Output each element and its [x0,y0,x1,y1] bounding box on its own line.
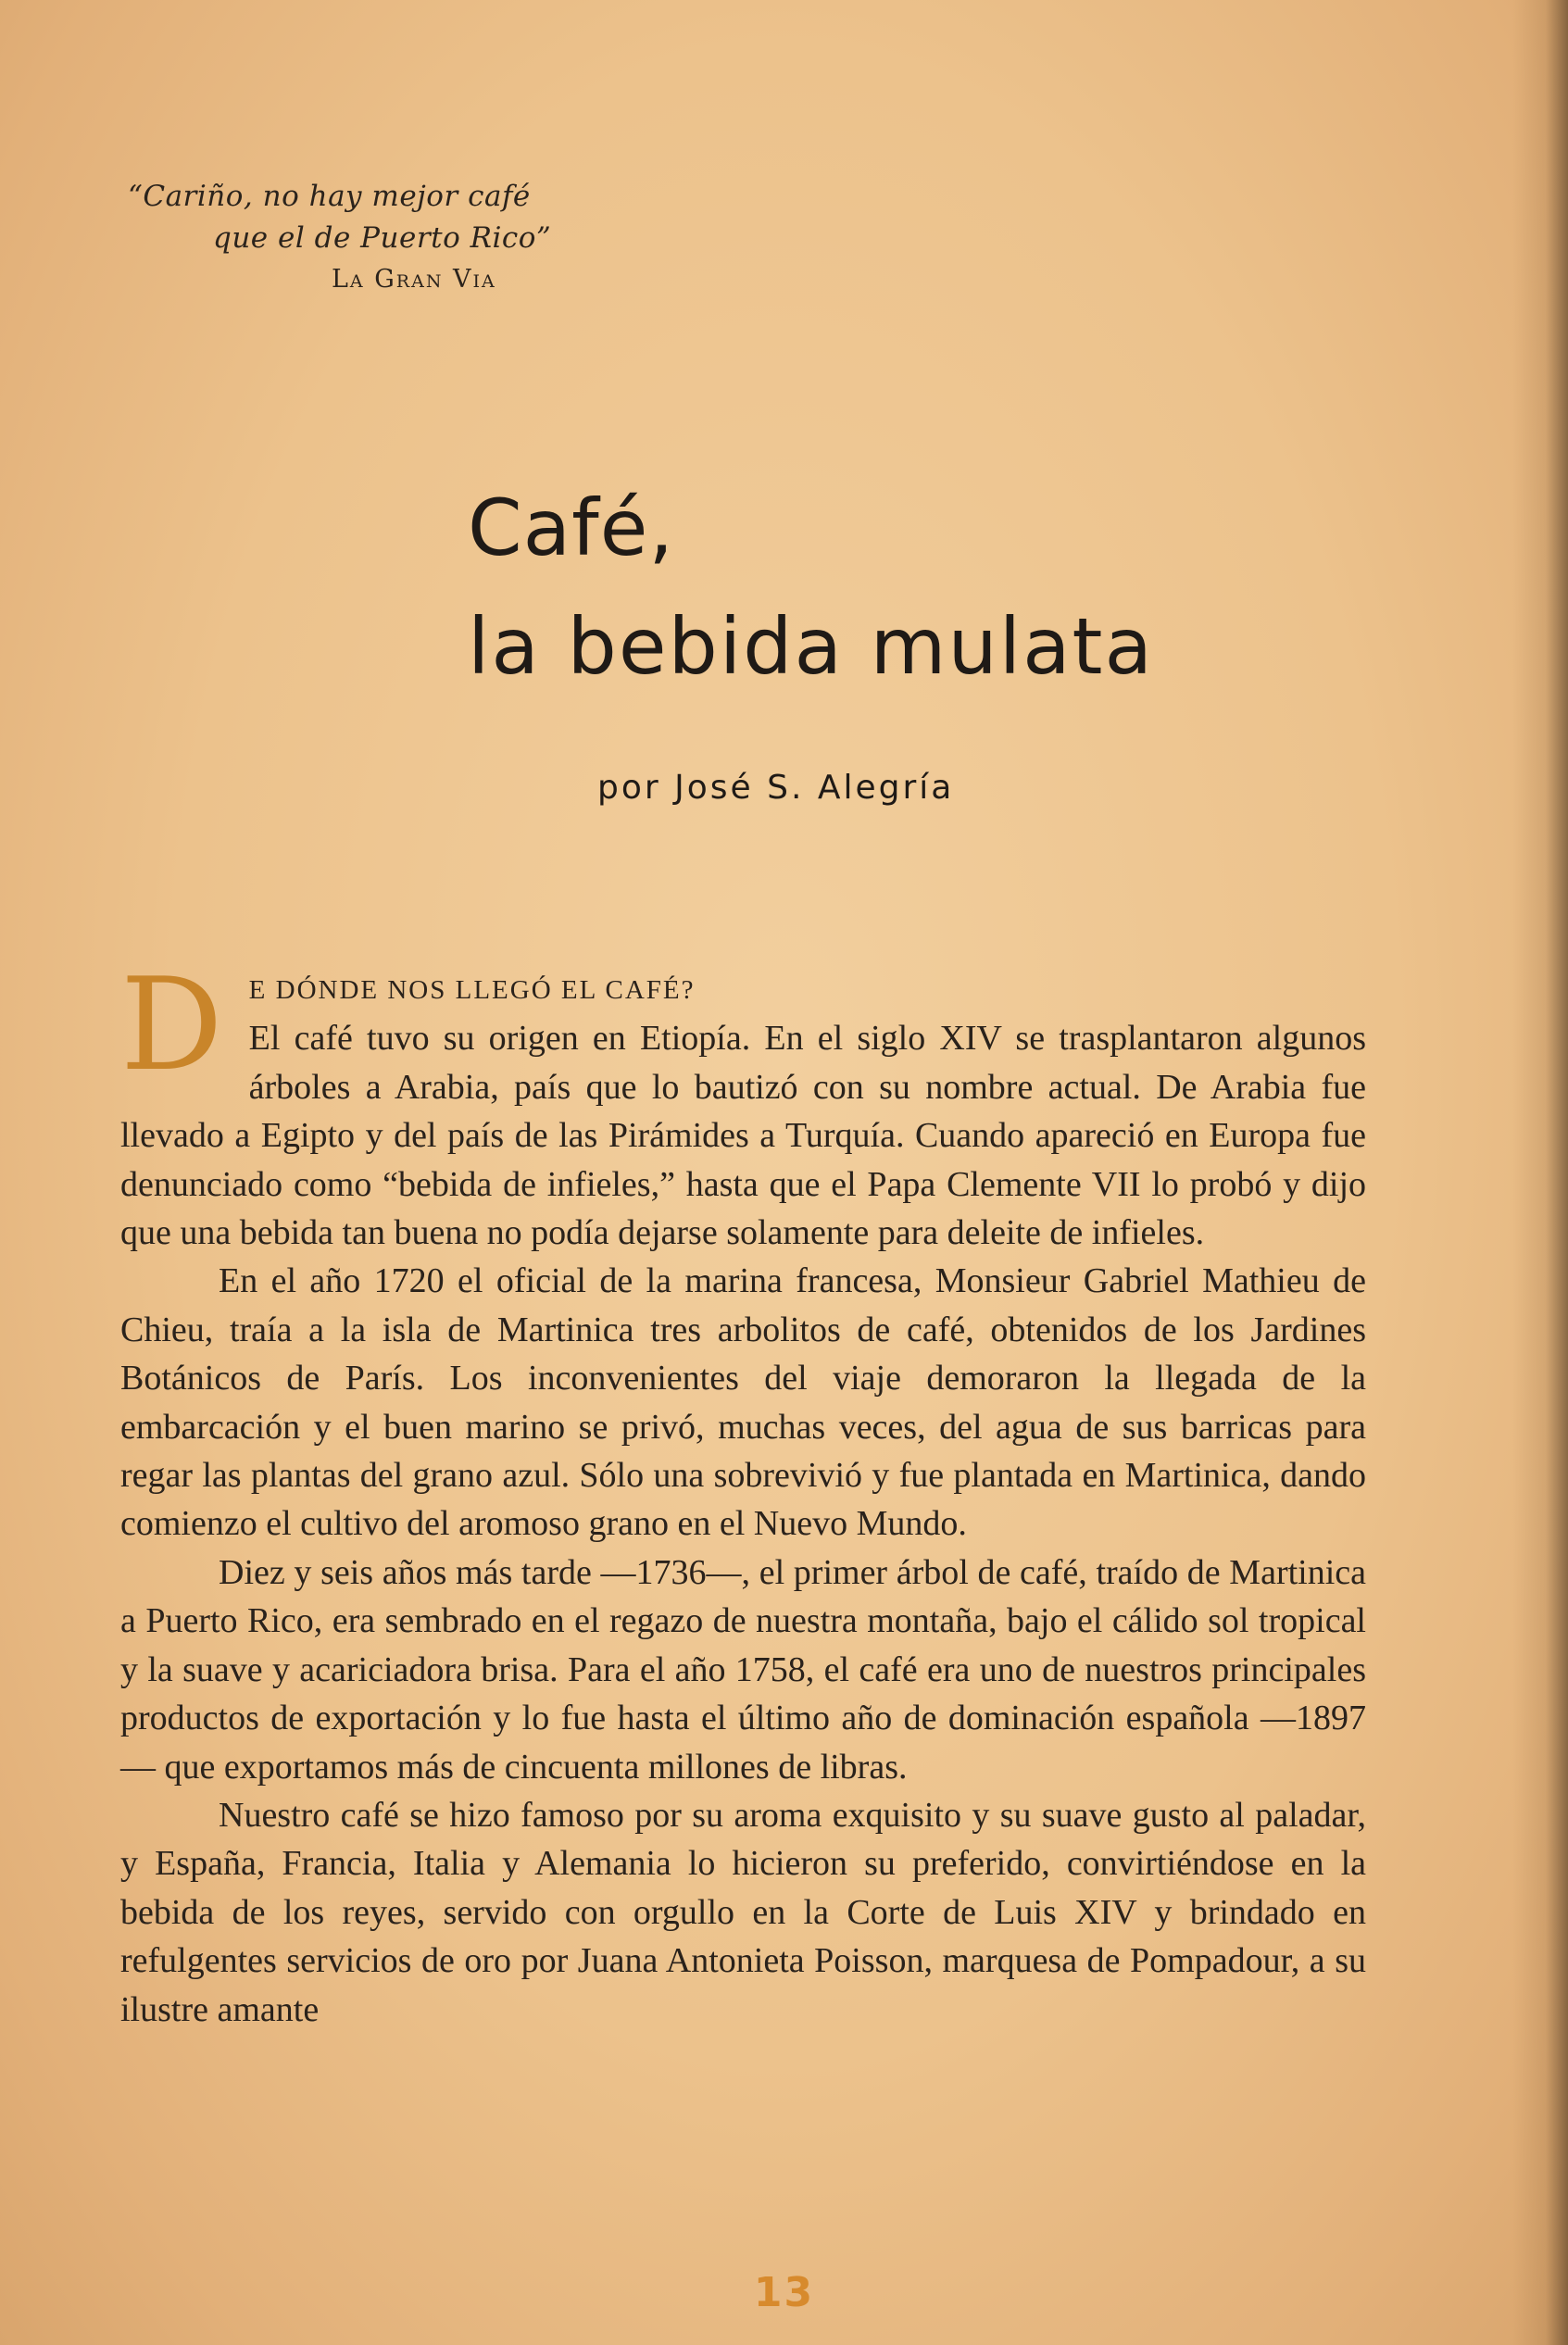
article-title [468,482,1394,693]
epigraph [102,176,621,300]
page-gutter-shadow [1512,0,1568,2345]
title-line-2: la bebida mulata [468,601,1154,692]
opening-question: E DÓNDE NOS LLEGÓ EL CAFÉ? [248,975,696,1005]
epigraph-line-2: que el de Puerto Rico” [213,221,552,255]
byline: por José S. Alegría [597,769,955,807]
epigraph-source: La Gran Via [332,265,496,294]
page-number: 13 [753,2269,815,2316]
epigraph-line-1: “Cariño, no hay mejor café [128,180,531,213]
paragraph-1-text: El café tuvo su origen en Etiopía. En el siglo XIV se trasplantaron algunos árboles a Arabia, país que lo bautizó con su nombre actual. De Arabia fue llevado a Egipto y del país de las Pirámides a Turquía. Cuando apareció en Europa fue denunciado como “bebida de infieles,” hasta que el Papa Clemente VII lo probó y dijo que una bebida tan buena no podía dejarse solamente para deleite de infieles. [120,1019,1366,1253]
drop-cap: D [120,950,223,1099]
paragraph-4: Nuestro café se hizo famoso por su aroma exquisito y su suave gusto al paladar, y España, Francia, Italia y Alemania lo hicieron su preferido, convirtiéndose en la bebida de los reyes, servido con orgullo en la Corte de Luis XIV y brindado en refulgentes servicios de oro por Juana Antonieta Poisson, marquesa de Pompadour, a su ilustre amante [120,1795,1366,2029]
paragraph-2: En el año 1720 el oficial de la marina francesa, Monsieur Gabriel Mathieu de Chieu, traía a la isla de Martinica tres arbolitos de café, obtenidos de los Jardines Botánicos de París. Los inconvenientes del viaje demoraron la llegada de la embarcación y el buen marino se privó, muchas veces, del agua de sus barricas para regar las plantas del grano azul. Sólo una sobrevivió y fue plantada en Martinica, dando comienzo el cultivo del aromoso grano en el Nuevo Mundo. [120,1261,1366,1544]
article-body [120,950,1366,2034]
paragraph-1 [120,950,1366,1257]
title-line-1: Café, [468,483,675,573]
paragraph-3: Diez y seis años más tarde —1736—, el primer árbol de café, traído de Martinica a Puerto Rico, era sembrado en el regazo de nuestra montaña, bajo el cálido sol tropical y la suave y acariciadora brisa. Para el año 1758, el café era uno de nuestros principales productos de exportación y lo fue hasta el último año de dominación española —1897— que exportamos más de cincuenta millones de libras. [120,1552,1366,1787]
